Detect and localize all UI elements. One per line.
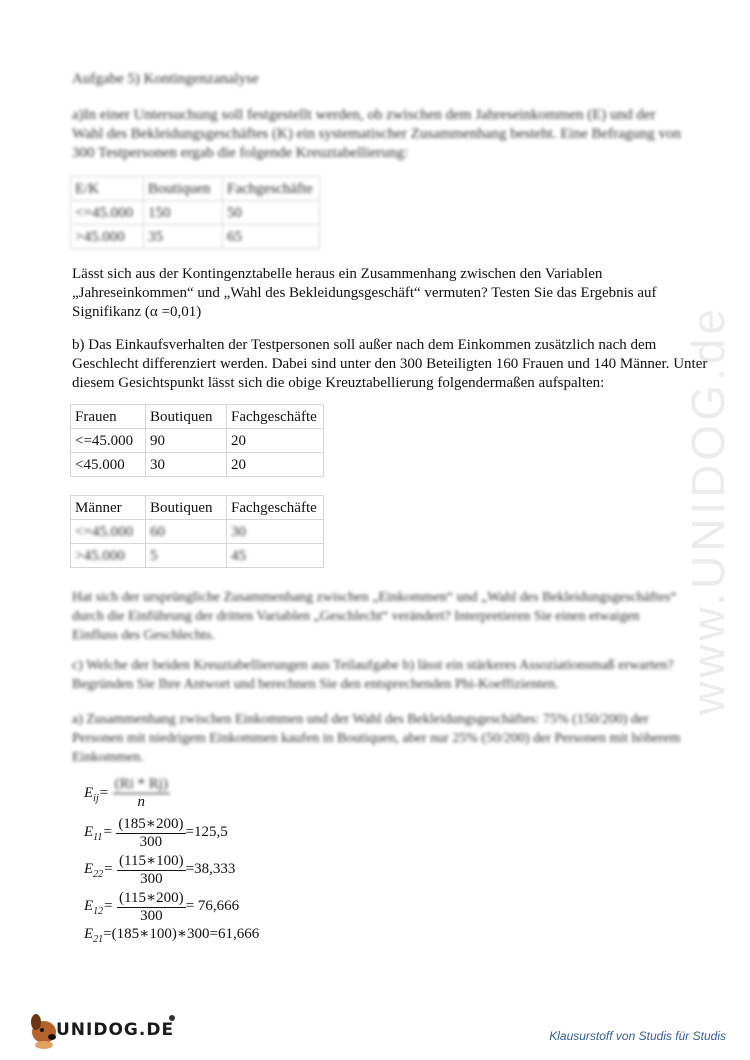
table-row: <=45.000 90 20 xyxy=(71,429,324,453)
table-row: >45.000 5 45 xyxy=(71,544,324,568)
logo-text: UNIDOG.DE xyxy=(56,1020,175,1040)
table-row: <=45.000 150 50 xyxy=(71,201,320,225)
answer-a: a) Zusammenhang zwischen Einkommen und der Wahl des Bekleidungsgeschäftes: 75% (150/200) der Personen mit niedrigem Einkommen kaufen in Boutiquen, aber nur 25% (50/200) der Personen mit höherem Einkommen. xyxy=(72,712,681,765)
table-row: E/K Boutiquen Fachgeschäfte xyxy=(71,177,320,201)
table-row: <45.000 30 20 xyxy=(71,453,324,477)
equation-eij: $E_{ij}=$ $\frac{(Ri * Rj)}{n}$ xyxy=(84,776,168,810)
question-c: c) Welche der beiden Kreuztabellierungen aus Teilaufgabe b) lässt ein stärkeres Assoziationsmaß erwarten? Begründen Sie Ihre Antwort und berechnen Sie den entsprechenden Phi-Koeffizienten. xyxy=(72,658,674,692)
page-heading: Aufgabe 5) Kontingenzanalyse xyxy=(72,71,259,87)
contingency-table-women xyxy=(70,404,324,477)
contingency-table-total xyxy=(70,176,320,249)
table-row: Männer Boutiquen Fachgeschäfte xyxy=(71,496,324,520)
equation-e11: $E_{11}=$ $\frac{(185∗200)}{300}$ =125,5 xyxy=(84,816,228,850)
equation-e12: $E_{12}=$ $\frac{(115∗200)}{300}$ = 76,666 xyxy=(84,890,240,924)
question-a: Lässt sich aus der Kontingenztabelle heraus ein Zusammenhang zwischen den Variablen „Jahreseinkommen“ und „Wahl des Bekleidungsgeschäft“ vermuten? Testen Sie das Ergebnis auf Signifikanz (α =0,01) xyxy=(72,266,657,320)
table-row: Frauen Boutiquen Fachgeschäfte xyxy=(71,405,324,429)
question-b2: Hat sich der ursprüngliche Zusammenhang zwischen „Einkommen“ und „Wahl des Bekleidungsgeschäftes“ durch die Einführung der dritten Variablen „Geschlecht“ verändert? Interpretieren Sie einen etwaigen Einfluss des Geschlechts. xyxy=(72,590,677,643)
table-row: <=45.000 60 30 xyxy=(71,520,324,544)
equation-e22: $E_{22}=$ $\frac{(115∗100)}{300}$ =38,333 xyxy=(84,853,236,887)
table-row: >45.000 35 65 xyxy=(71,225,320,249)
intro-paragraph: a)In einer Untersuchung soll festgestellt werden, ob zwischen dem Jahreseinkommen (E) und der Wahl des Bekleidungsgeschäftes (K) ein systematischer Zusammenhang besteht. Eine Befragung von 300 Testpersonen ergab die folgende Kreuztabellierung: xyxy=(72,107,682,161)
contingency-table-men xyxy=(70,495,324,568)
equation-e21: $E_{21}=(185∗100)∗300=61,666$ xyxy=(84,926,260,945)
footer-slogan: Klausurstoff von Studis für Studis xyxy=(549,1029,726,1043)
question-b: b) Das Einkaufsverhalten der Testpersonen soll außer nach dem Einkommen zusätzlich nach dem Geschlecht differenziert werden. Dabei sind unter den 300 Beteiligten 160 Frauen und 140 Männer. Unter diesem Gesichtspunkt lässt sich die obige Kreuztabellierung folgendermaßen aufspalten: xyxy=(72,337,708,391)
watermark: www.UNIDOG.de xyxy=(682,305,735,715)
